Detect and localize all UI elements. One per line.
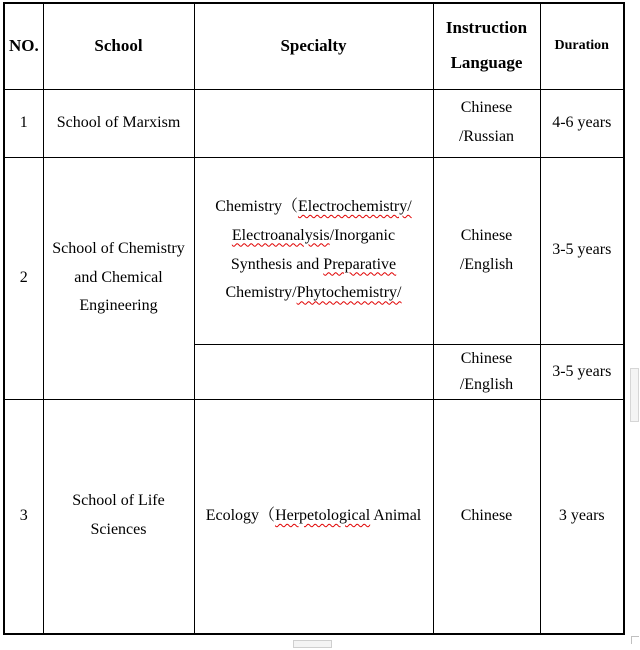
header-cell-specialty: Specialty bbox=[194, 3, 433, 89]
row3-language-cell: Chinese bbox=[433, 399, 540, 634]
row2-duration-cell-1: 3-5 years bbox=[540, 157, 624, 344]
row1-specialty-cell bbox=[194, 89, 433, 157]
row1-language-cell: Chinese /Russian bbox=[433, 89, 540, 157]
table-row bbox=[4, 157, 624, 344]
row2-language-cell-1: Chinese /English bbox=[433, 157, 540, 344]
row1-school-cell: School of Marxism bbox=[43, 89, 194, 157]
row1-duration-cell: 4-6 years bbox=[540, 89, 624, 157]
row3-school-cell: School of Life Sciences bbox=[43, 399, 194, 634]
row2-specialty-chemistry-cell: Chemistry（Electrochemistry/ Electroanalysis/Inorganic Synthesis and Preparative Chemistry/Phytochemistry/ bbox=[194, 157, 433, 344]
row3-no-cell: 3 bbox=[4, 399, 43, 634]
header-cell-school: School bbox=[43, 3, 194, 89]
row1-no-cell: 1 bbox=[4, 89, 43, 157]
scrollbar-corner-ghost bbox=[631, 636, 639, 644]
table-row bbox=[4, 399, 624, 634]
row3-duration-cell: 3 years bbox=[540, 399, 624, 634]
row2-school-cell: School of Chemistry and Chemical Engineering bbox=[43, 157, 194, 399]
header-row bbox=[4, 3, 624, 89]
row2-language-cell-2: Chinese /English bbox=[433, 344, 540, 399]
row2-specialty-organic-chemistry-cell bbox=[194, 344, 433, 399]
row3-specialty-cell: Ecology（Herpetological Animal bbox=[194, 399, 433, 634]
row2-duration-cell-2: 3-5 years bbox=[540, 344, 624, 399]
header-cell-instruction-language: Instruction Language bbox=[433, 3, 540, 89]
programs-table bbox=[3, 2, 625, 635]
header-cell-no: NO. bbox=[4, 3, 43, 89]
header-cell-duration: Duration bbox=[540, 3, 624, 89]
table-row bbox=[4, 89, 624, 157]
horizontal-scrollbar-thumb-ghost bbox=[293, 640, 332, 648]
row2-no-cell: 2 bbox=[4, 157, 43, 399]
vertical-scrollbar-thumb-ghost bbox=[630, 368, 639, 422]
